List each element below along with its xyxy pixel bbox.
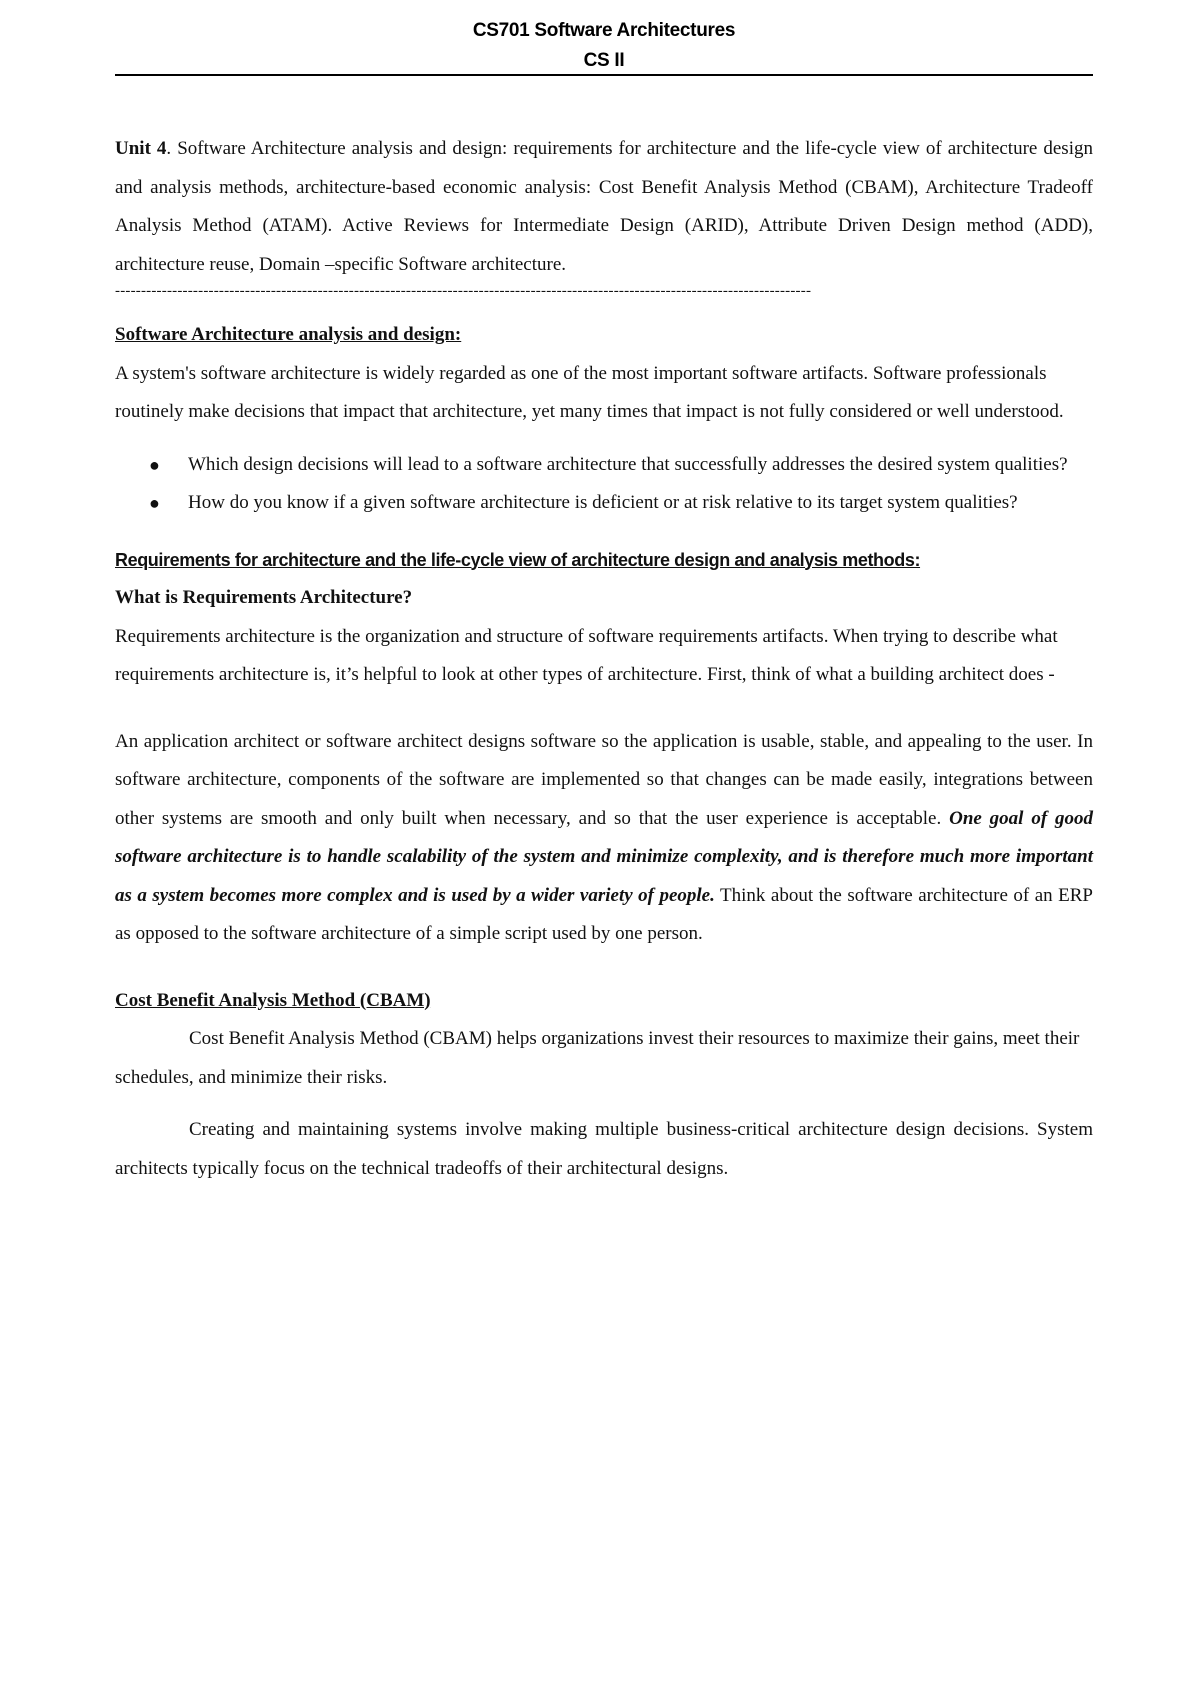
unit-paragraph: [115, 130, 1093, 284]
list-item: [115, 484, 1093, 523]
section-paragraph: Requirements architecture is the organization and structure of software requirements artifacts. When trying to describe what requirements architecture is, it’s helpful to look at other types of architecture. First, think of what a building architect does -: [115, 625, 1058, 685]
header-rule: [115, 74, 1093, 76]
dashed-separator: --------------------------------------------------------------------------------------------------------------------------------------: [115, 283, 812, 299]
section-paragraph: Creating and maintaining systems involve making multiple business-critical architecture design decisions. System architects typically focus on the technical tradeoffs of their architectural designs.: [115, 1119, 1093, 1179]
emphasis-text: One goal of good software architecture is to handle scalability of the system and minimize complexity, and is therefore much more important as a system becomes more complex and is used by a wider variety of people.: [115, 807, 1094, 906]
list-item: [115, 446, 1093, 485]
unit-label: Unit 4: [115, 138, 167, 159]
bullet-list: [115, 446, 1093, 523]
list-item-text: Which design decisions will lead to a software architecture that successfully addresses the desired system qualities?: [188, 453, 1068, 475]
section-heading-cbam: Cost Benefit Analysis Method (CBAM): [115, 989, 431, 1011]
unit-text: . Software Architecture analysis and design: requirements for architecture and the life-cycle view of architecture design and analysis methods, architecture-based economic analysis: Cost Benefit Analysis Method (CBAM), Architecture Tradeoff Analysis Method (ATAM). Active Reviews for Intermediate Design (ARID), Attribute Driven Design method (ADD), architecture reuse, Domain –specific Software architecture.: [115, 138, 1093, 275]
bullet-icon: ●: [149, 454, 160, 475]
paragraph-text: An application architect or software architect designs software so the application is usable, stable, and appealing to the user. In software architecture, components of the software are implemented so that changes can be made easily, integrations between other systems are smooth and only built when necessary, and so that the user experience is acceptable.: [115, 730, 1093, 829]
section-heading-analysis-design: Software Architecture analysis and design:: [115, 324, 462, 345]
header-title: CS701 Software Architectures: [472, 20, 736, 41]
header-subtitle: CS II: [583, 50, 625, 71]
section-paragraph: Cost Benefit Analysis Method (CBAM) helps organizations invest their resources to maximize their gains, meet their schedules, and minimize their risks.: [115, 1028, 1080, 1088]
section-paragraph: A system's software architecture is widely regarded as one of the most important software artifacts. Software professionals routinely make decisions that impact that architecture, yet many times that impact is not fully considered or well understood.: [115, 362, 1064, 422]
list-item-text: How do you know if a given software architecture is deficient or at risk relative to its target system qualities?: [188, 492, 1018, 513]
page-header: [115, 16, 1093, 76]
subheading-requirements-architecture: What is Requirements Architecture?: [115, 587, 413, 608]
section-heading-requirements: Requirements for architecture and the life-cycle view of architecture design and analysis methods:: [115, 549, 921, 570]
document-body: [115, 130, 1093, 1188]
section-paragraph: [115, 723, 1093, 954]
bullet-icon: ●: [149, 493, 160, 513]
paragraph-text: Think about the software architecture of an ERP as opposed to the software architecture of a simple script used by one person.: [115, 884, 1093, 944]
